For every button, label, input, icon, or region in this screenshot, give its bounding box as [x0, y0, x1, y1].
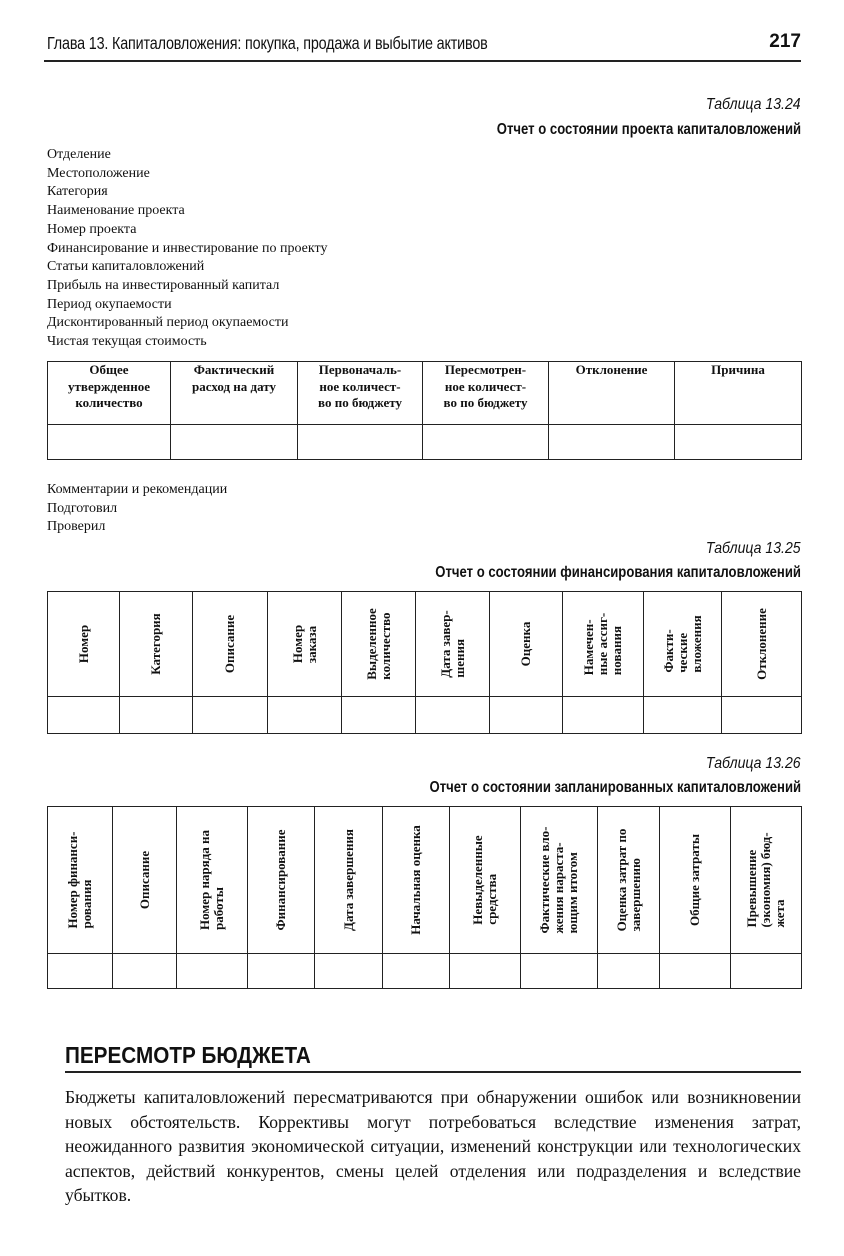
field-label: Финансирование и инвестирование по проекту: [47, 240, 328, 256]
header-divider: [44, 60, 801, 62]
table-cell: [342, 697, 416, 734]
column-header: Выделенное количество: [342, 592, 416, 697]
column-header: Номер наряда на работы: [177, 807, 248, 954]
column-header: Причина: [675, 362, 802, 425]
table-cell: [315, 954, 383, 989]
column-header: Дата завершения: [315, 807, 383, 954]
field-label: Комментарии и рекомендации: [47, 482, 228, 497]
column-header: Оценка затрат по завершению: [598, 807, 660, 954]
table-cell: [48, 425, 171, 460]
field-label: Дисконтированный период окупаемости: [47, 315, 289, 331]
table-cell: [521, 954, 598, 989]
column-header: Номер финанси- рования: [48, 807, 113, 954]
column-header: Пересмотрен- ное количест- во по бюджету: [423, 362, 549, 425]
table-13-24-title: Отчет о состоянии проекта капиталовложений: [496, 121, 801, 138]
column-header: Фактические вло- жения нараста- ющим итогом: [521, 807, 598, 954]
field-label: Статьи капиталовложений: [47, 259, 205, 275]
table-13-25-caption: Таблица 13.25: [706, 540, 801, 557]
table-cell: [660, 954, 731, 989]
table-cell: [177, 954, 248, 989]
field-label: Наименование проекта: [47, 203, 185, 219]
table-cell: [171, 425, 298, 460]
column-header: Описание: [193, 592, 268, 697]
table-cell: [731, 954, 802, 989]
table-cell: [383, 954, 450, 989]
field-label: Прибыль на инвестированный капитал: [47, 277, 280, 293]
table-cell: [490, 697, 563, 734]
field-label: Период окупаемости: [47, 296, 172, 312]
planned-investment-table: [47, 806, 802, 989]
table-cell: [113, 954, 177, 989]
column-header: Невыделенные средства: [450, 807, 521, 954]
table-13-26-title: Отчет о состоянии запланированных капиталовложений: [429, 779, 801, 796]
table-cell: [563, 697, 644, 734]
table-row: [48, 697, 802, 734]
table-cell: [549, 425, 675, 460]
column-header: Факти- ческие вложения: [644, 592, 722, 697]
table-cell: [248, 954, 315, 989]
column-header: Отклонение: [549, 362, 675, 425]
column-header: Оценка: [490, 592, 563, 697]
column-header: Превышение (экономия) бюд- жета: [731, 807, 802, 954]
column-header: Дата завер- шения: [416, 592, 490, 697]
table-13-24-caption: Таблица 13.24: [706, 96, 801, 113]
table-row: [48, 954, 802, 989]
table-cell: [598, 954, 660, 989]
field-label: Категория: [47, 184, 108, 200]
column-header: Общие затраты: [660, 807, 731, 954]
table-cell: [120, 697, 193, 734]
page-number: 217: [769, 31, 801, 52]
table-cell: [48, 697, 120, 734]
section-divider: [65, 1071, 801, 1073]
field-label: Подготовил: [47, 500, 118, 516]
section-heading: ПЕРЕСМОТР БЮДЖЕТА: [65, 1042, 311, 1068]
table-cell: [675, 425, 802, 460]
column-header: Описание: [113, 807, 177, 954]
table-cell: [450, 954, 521, 989]
report-field-list: [47, 146, 327, 352]
table-cell: [48, 954, 113, 989]
chapter-title: Глава 13. Капиталовложения: покупка, продажа и выбытие активов: [47, 33, 488, 53]
financing-status-table: [47, 591, 802, 734]
column-header: Намечен- ные ассиг- нования: [563, 592, 644, 697]
column-header: Фактический расход на дату: [171, 362, 298, 425]
table-cell: [423, 425, 549, 460]
table-cell: [268, 697, 342, 734]
field-label: Местоположение: [47, 165, 150, 181]
report-footer-fields: [47, 481, 227, 537]
column-header: Общее утвержденное количество: [48, 362, 171, 425]
body-paragraph: Бюджеты капиталовложений пересматриваются при обнаружении ошибок или возникновении новых обстоятельств. Коррективы могут потребоваться вследствие изменения затрат, неожиданного развития экономической ситуации, изменений конструкции или технологических аспектов, действий конкурентов, смены целей отделения или подразделения и вследствие убытков.: [65, 1087, 801, 1206]
column-header: Категория: [120, 592, 193, 697]
column-header: Финансирование: [248, 807, 315, 954]
table-13-26-caption: Таблица 13.26: [706, 755, 801, 772]
table-row: [48, 425, 802, 460]
column-header: Первоначаль- ное количест- во по бюджету: [298, 362, 423, 425]
table-cell: [298, 425, 423, 460]
table-cell: [416, 697, 490, 734]
column-header: Отклонение: [722, 592, 802, 697]
table-cell: [193, 697, 268, 734]
field-label: Чистая текущая стоимость: [47, 334, 207, 350]
table-cell: [722, 697, 802, 734]
field-label: Номер проекта: [47, 221, 137, 237]
field-label: Проверил: [47, 519, 106, 534]
field-label: Отделение: [47, 147, 111, 162]
table-cell: [644, 697, 722, 734]
column-header: Номер заказа: [268, 592, 342, 697]
project-status-table: [47, 361, 802, 460]
column-header: Начальная оценка: [383, 807, 450, 954]
table-13-25-title: Отчет о состоянии финансирования капиталовложений: [435, 564, 801, 581]
column-header: Номер: [48, 592, 120, 697]
